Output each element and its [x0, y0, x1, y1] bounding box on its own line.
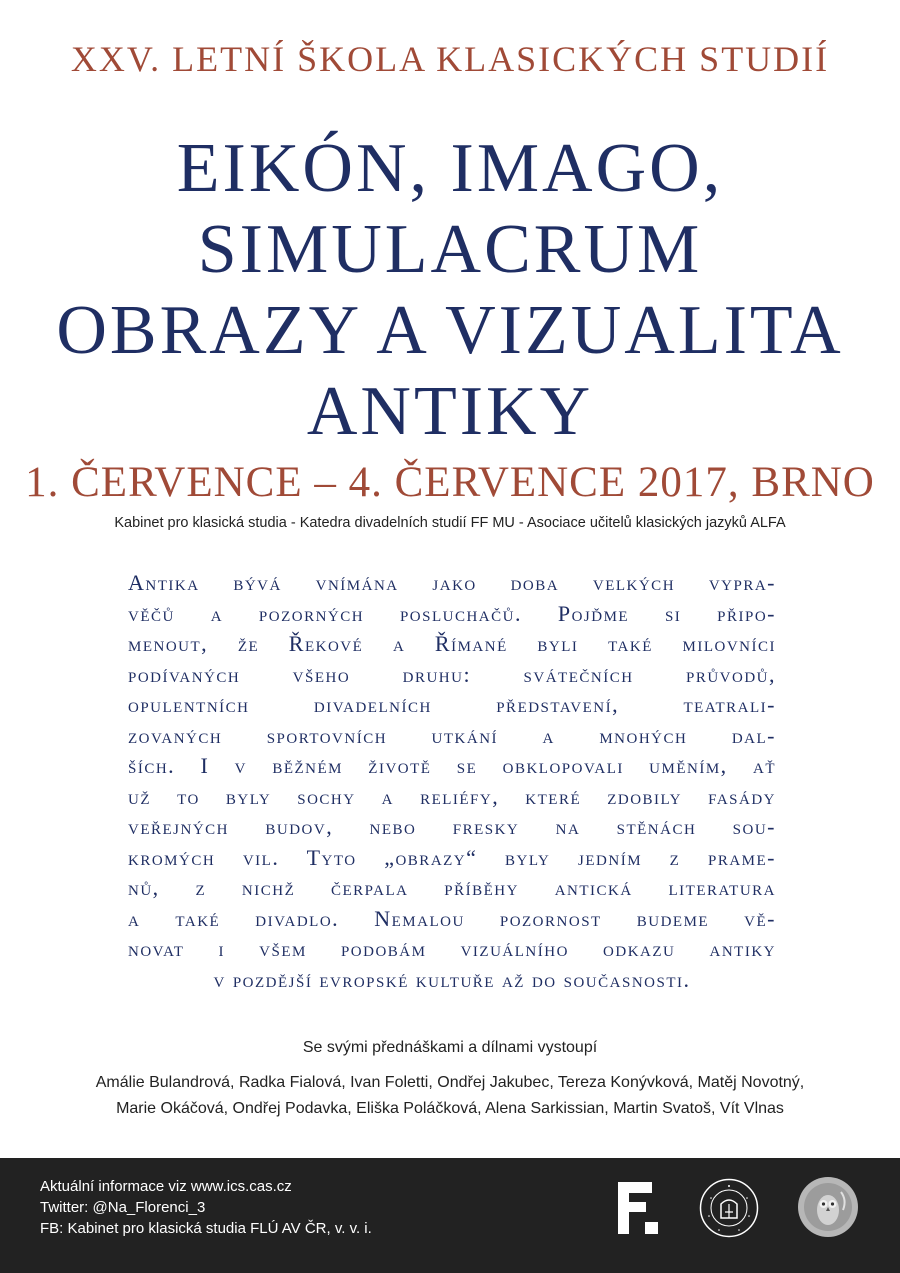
- description-line: menout, že Řekové a Římané byli také milovníci: [128, 631, 776, 656]
- title-line: OBRAZY A VIZUALITA: [56, 292, 844, 369]
- description-line: nů, z nichž čerpala příběhy antická literatura: [128, 875, 776, 900]
- event-dates: 1. ČERVENCE – 4. ČERVENCE 2017, BRNO: [25, 459, 875, 506]
- description-line: už to byly sochy a reliéfy, které zdobily fasády: [128, 783, 776, 809]
- description-line: podívaných všeho druhu: svátečních průvodů,: [128, 661, 776, 687]
- speakers-list: [0, 1070, 900, 1122]
- description-line: veřejných budov, nebo fresky na stěnách sou-: [128, 814, 776, 839]
- organizers: Kabinet pro klasická studia - Katedra divadelních studií FF MU - Asociace učitelů klasických jazyků ALFA: [114, 515, 786, 531]
- event-series-title: XXV. LETNÍ ŠKOLA KLASICKÝCH STUDIÍ: [70, 39, 830, 79]
- description-line: kromých vil. Tyto „obrazy“ byly jedním z prame-: [128, 844, 776, 870]
- footer-bar: [0, 1158, 900, 1273]
- description-line: opulentních divadelních představení, teatrali-: [128, 692, 776, 717]
- f-logo: [618, 1182, 658, 1234]
- website-info[interactable]: Aktuální informace viz www.ics.cas.cz: [40, 1178, 292, 1195]
- description-line: novat i všem podobám vizuálního odkazu antiky: [128, 936, 776, 961]
- description-paragraph: [128, 568, 776, 995]
- facebook-info[interactable]: FB: Kabinet pro klasická studia FLÚ AV ČR, v. v. i.: [40, 1220, 372, 1237]
- twitter-info[interactable]: Twitter: @Na_Florenci_3: [40, 1199, 206, 1216]
- description-line: a také divadlo. Nemalou pozornost budeme vě-: [128, 905, 776, 931]
- speakers-line: Amálie Bulandrová, Radka Fialová, Ivan Foletti, Ondřej Jakubec, Tereza Konývková, Matěj Novotný,: [95, 1074, 805, 1091]
- speakers-intro: Se svými přednáškami a dílnami vystoupí: [302, 1039, 598, 1056]
- masaryk-university-seal-icon: [699, 1178, 759, 1238]
- owl-coin-icon: [797, 1176, 859, 1238]
- description-line: věčů a pozorných posluchačů. Pojďme si připo-: [128, 600, 776, 626]
- speakers-line: Marie Okáčová, Ondřej Podavka, Eliška Poláčková, Alena Sarkissian, Martin Svatoš, Vít Vlnas: [116, 1100, 784, 1117]
- footer-info: [40, 1176, 372, 1239]
- title-line: EIKÓN, IMAGO,: [176, 130, 724, 207]
- description-line: v pozdější evropské kultuře až do současnosti.: [213, 966, 691, 992]
- title-line: ANTIKY: [306, 373, 594, 450]
- title-line: SIMULACRUM: [197, 211, 703, 288]
- description-line: ších. I v běžném životě se obklopovali uměním, ať: [128, 753, 776, 778]
- description-line: zovaných sportovních utkání a mnohých dal-: [128, 722, 776, 748]
- description-line: Antika bývá vnímána jako doba velkých vypra-: [128, 570, 776, 595]
- main-title: [0, 128, 900, 452]
